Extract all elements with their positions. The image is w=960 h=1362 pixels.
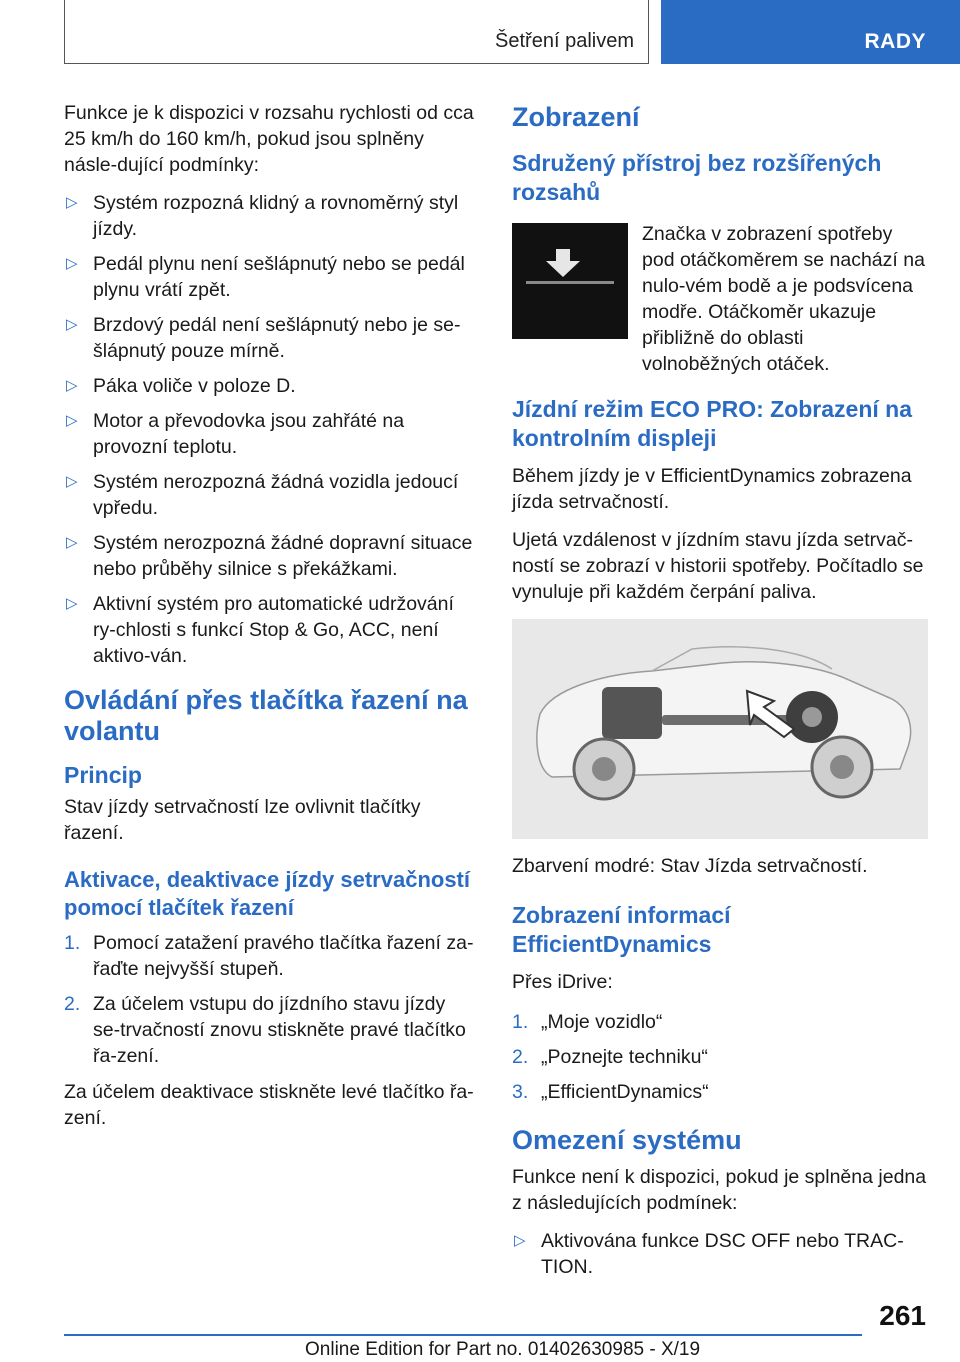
list-item: ▷ Motor a převodovka jsou zahřáté na provozní teplotu.	[66, 410, 405, 458]
step-number: 1.	[64, 932, 81, 954]
heading-eco-pro: Jízdní režim ECO PRO: Zobrazení na kontrolním displeji	[512, 396, 913, 451]
section-tab-label: RADY	[864, 30, 926, 53]
eco-text-2: Ujetá vzdálenost v jízdním stavu jízda setrvač-ností se zobrazí v historii spotřeby. Počítadlo se vynuluje při každém čerpání paliva.	[512, 529, 924, 603]
triangle-bullet-icon: ▷	[66, 534, 78, 551]
step-number: 3.	[512, 1081, 529, 1103]
chapter-title: Šetření palivem	[495, 30, 634, 52]
list-item: ▷ Brzdový pedál není sešlápnutý nebo je se-šlápnutý pouze mírně.	[66, 314, 461, 362]
triangle-bullet-icon: ▷	[66, 595, 78, 612]
heading-instrument-cluster: Sdružený přístroj bez rozšířených rozsahů	[512, 150, 882, 205]
heading-display: Zobrazení	[512, 102, 640, 132]
heading-activation: Aktivace, deaktivace jízdy setrvačností pomocí tlačítek řazení	[64, 867, 470, 920]
triangle-bullet-icon: ▷	[66, 255, 78, 272]
footer-edition: Online Edition for Part no. 01402630985 - X/19	[305, 1339, 701, 1360]
eco-text-1: Během jízdy je v EfficientDynamics zobrazena jízda setrvačností.	[512, 465, 912, 513]
right-column	[512, 100, 928, 1296]
triangle-bullet-icon: ▷	[514, 1232, 526, 1249]
list-item: 2. Za účelem vstupu do jízdního stavu jízdy se-trvačností znovu stiskněte pravé tlačítko řa-zení.	[64, 993, 466, 1067]
cluster-info	[512, 221, 928, 377]
deactivation-text: Za účelem deaktivace stiskněte levé tlačítko řa-zení.	[64, 1081, 474, 1129]
page-number: 261	[879, 1300, 926, 1331]
limits-text: Funkce není k dispozici, pokud je splněna jedna z následujících podmínek:	[512, 1166, 927, 1214]
list-item: ▷ Páka voliče v poloze D.	[66, 375, 296, 397]
triangle-bullet-icon: ▷	[66, 377, 78, 394]
section-tab[interactable]	[661, 0, 960, 64]
list-item: ▷ Aktivní systém pro automatické udržování ry-chlosti s funkcí Stop & Go, ACC, není aktivo-ván.	[66, 593, 454, 667]
princip-text: Stav jízdy setrvačností lze ovlivnit tlačítky řazení.	[64, 796, 421, 844]
list-item: ▷ Pedál plynu není sešlápnutý nebo se pedál plynu vrátí zpět.	[66, 253, 465, 301]
triangle-bullet-icon: ▷	[66, 316, 78, 333]
cluster-text: Značka v zobrazení spotřeby pod otáčkoměrem se nachází na nulo-vém bodě a je podsvícena modře. Otáčkoměr ukazuje přibližně do oblasti volnoběžných otáček.	[642, 223, 925, 375]
list-item: 1. Pomocí zatažení pravého tlačítka řazení za-řaďte nejvyšší stupeň.	[64, 932, 474, 980]
intro-paragraph: Funkce je k dispozici v rozsahu rychlosti od cca 25 km/h do 160 km/h, pokud jsou splněny násle-dující podmínky:	[64, 102, 474, 176]
conditions-list	[64, 190, 476, 669]
triangle-bullet-icon: ▷	[66, 473, 78, 490]
footer-divider	[64, 1334, 862, 1336]
activation-steps	[64, 930, 476, 1069]
idrive-intro: Přes iDrive:	[512, 971, 613, 993]
step-number: 2.	[512, 1046, 529, 1068]
step-number: 2.	[64, 993, 81, 1015]
list-item: 3. „EfficientDynamics“	[512, 1081, 709, 1103]
image-caption: Zbarvení modré: Stav Jízda setrvačností.	[512, 855, 868, 877]
list-item: 1. „Moje vozidlo“	[512, 1011, 663, 1033]
heading-system-limits: Omezení systému	[512, 1125, 742, 1155]
list-item: ▷ Aktivována funkce DSC OFF nebo TRAC-TION.	[514, 1230, 904, 1278]
limits-list	[512, 1228, 928, 1280]
list-item: ▷ Systém nerozpozná žádné dopravní situace nebo průběhy silnice s překážkami.	[66, 532, 473, 580]
consumption-marker-icon	[512, 223, 628, 339]
list-item: ▷ Systém rozpozná klidný a rovnoměrný styl jízdy.	[66, 192, 459, 240]
list-item: ▷ Systém nerozpozná žádná vozidla jedoucí vpředu.	[66, 471, 459, 519]
heading-efficientdynamics-info: Zobrazení informací EfficientDynamics	[512, 902, 731, 957]
triangle-bullet-icon: ▷	[66, 412, 78, 429]
list-item: 2. „Poznejte techniku“	[512, 1046, 708, 1068]
header-title-box	[64, 0, 649, 64]
step-number: 1.	[512, 1011, 529, 1033]
triangle-bullet-icon: ▷	[66, 194, 78, 211]
heading-princip: Princip	[64, 762, 142, 788]
car-drivetrain-image	[512, 619, 928, 839]
left-column	[64, 100, 476, 1143]
idrive-menu-steps	[512, 1009, 928, 1105]
heading-shift-buttons: Ovládání přes tlačítka řazení na volantu	[64, 685, 468, 746]
